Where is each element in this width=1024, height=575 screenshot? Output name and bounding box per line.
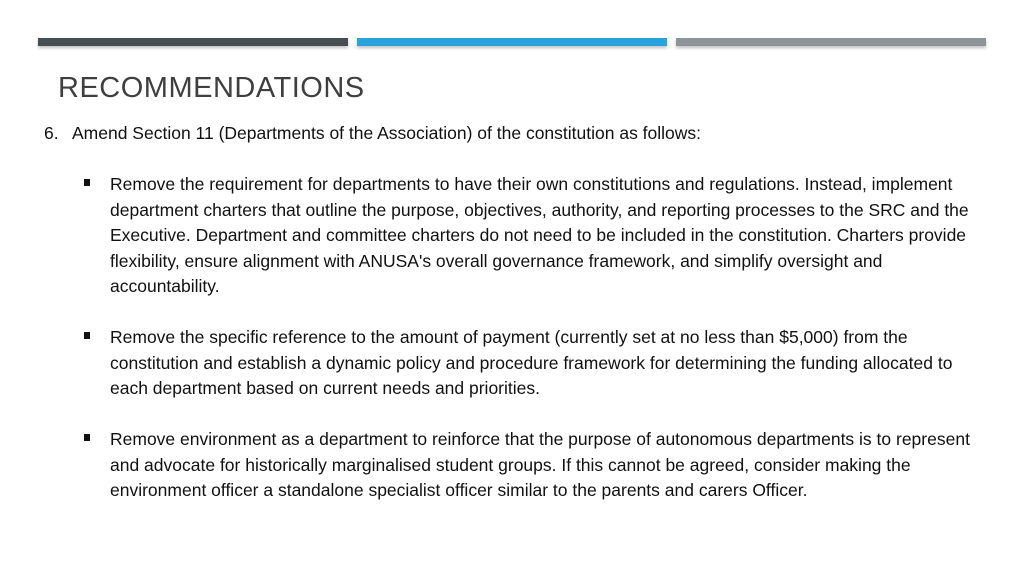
square-bullet-icon bbox=[84, 434, 90, 441]
list-item bbox=[84, 427, 984, 504]
accent-bar-blue bbox=[357, 38, 667, 46]
item-text: Amend Section 11 (Departments of the Association) of the constitution as follows: bbox=[72, 123, 702, 143]
square-bullet-icon bbox=[84, 179, 90, 186]
list-item bbox=[84, 325, 984, 402]
bullet-text: Remove the specific reference to the amount of payment (currently set at no less than $5,000) from the constitution and establish a dynamic policy and procedure framework for determining the funding allocated to each department based on current needs and priorities. bbox=[110, 327, 953, 398]
item-number: 6. bbox=[44, 123, 59, 143]
accent-bar-dark bbox=[38, 38, 348, 46]
numbered-item bbox=[44, 122, 984, 144]
bullet-text: Remove environment as a department to reinforce that the purpose of autonomous departments is to represent and advocate for historically marginalised student groups. If this cannot be agreed, consider making the environment officer a standalone specialist officer similar to the parents and carers Officer. bbox=[110, 429, 970, 500]
bullet-list bbox=[84, 172, 984, 529]
square-bullet-icon bbox=[84, 332, 90, 339]
slide-title: RECOMMENDATIONS bbox=[58, 72, 365, 104]
header-accent-bars bbox=[38, 38, 986, 48]
list-item bbox=[84, 172, 984, 300]
bullet-text: Remove the requirement for departments to have their own constitutions and regulations. Instead, implement department charters that outline the purpose, objectives, authority, and reporting processes to the SRC and the Executive. Department and committee charters do not need to be included in the constitution. Charters provide flexibility, ensure alignment with ANUSA's overall governance framework, and simplify oversight and accountability. bbox=[110, 174, 969, 296]
accent-bar-gray bbox=[676, 38, 986, 46]
